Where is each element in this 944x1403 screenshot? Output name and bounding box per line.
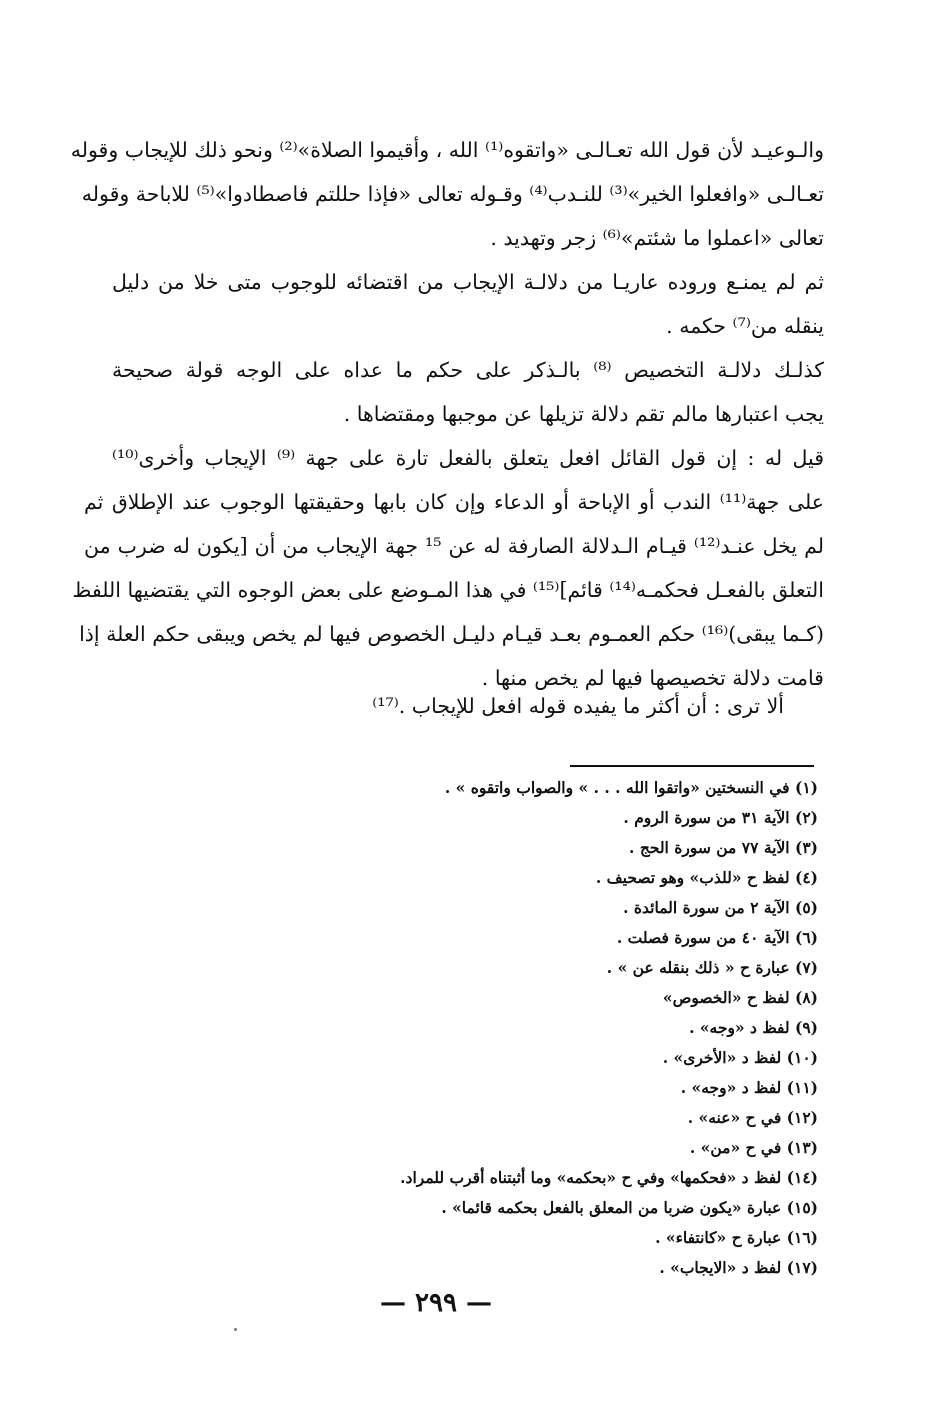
footnote: (١٥) عبارة «يكون ضربا من المعلق بالفعل بحكمه قائما» .: [441, 1198, 818, 1217]
text-line: ثم لم يمنـع وروده عاريـا من دلالـة الإيجاب من اقتضائه للوجوب متى خلا من دليل: [112, 270, 824, 294]
footnote: (٦) الآية ٤٠ من سورة فصلت .: [616, 928, 818, 947]
text-line: لم يخل عنـد⁽¹²⁾ قيـام الـدلالة الصارفة له عن ¹⁵ جهة الإيجاب من أن [يكون له ضرب من: [84, 534, 824, 558]
footnote-separator: [570, 765, 814, 767]
footnote: (١٢) في ح «عنه» .: [687, 1108, 818, 1127]
text-line: قيل له : إن قول القائل افعل يتعلق بالفعل تارة على جهة ⁽⁹⁾ الإيجاب وأخرى⁽¹⁰⁾: [112, 446, 824, 470]
footnote: (١٠) لفظ د «الأخرى» .: [662, 1048, 818, 1067]
text-line: التعلق بالفعـل فحكمـه⁽¹⁴⁾ قائم]⁽¹⁵⁾ في هذا المـوضع على بعض الوجوه التي يقتضيها اللفظ: [72, 578, 824, 602]
text-line: يجب اعتبارها مالم تقم دلالة تزيلها عن موجبها ومقتضاها .: [343, 402, 824, 426]
footnote: (١٤) لفظ د «فحكمها» وفي ح «بحكمه» وما أثبتناه أقرب للمراد.: [400, 1168, 818, 1187]
footnote: (١٣) في ح «من» .: [689, 1138, 818, 1157]
footnote: (٢) الآية ٣١ من سورة الروم .: [623, 808, 818, 827]
footnote: (١) في النسختين «واتقوا الله . . . » والصواب واتقوه » .: [444, 778, 818, 797]
footnote: (٤) لفظ ح «للذب» وهو تصحيف .: [595, 868, 818, 887]
text-line: كذلـك دلالـة التخصيص ⁽⁸⁾ بالـذكر على حكم ما عداه على الوجه قولة صحيحة: [112, 358, 825, 382]
footnote: (٩) لفظ د «وجه» .: [689, 1018, 818, 1037]
footnote: (٣) الآية ٧٧ من سورة الحج .: [629, 838, 818, 857]
footnote: (١١) لفظ د «وجه» .: [680, 1078, 818, 1097]
text-line: تعـالـى «وافعلوا الخير»⁽³⁾ للنـدب⁽⁴⁾ وقـوله تعالى «فإذا حللتم فاصطادوا»⁽⁵⁾ للاباحة وقوله: [81, 182, 824, 206]
footnote: (٨) لفظ ح «الخصوص»: [662, 988, 818, 1007]
footnote: (٧) عبارة ح « ذلك بنقله عن » .: [606, 958, 818, 977]
footnote: (١٦) عبارة ح «كانتفاء» .: [655, 1228, 818, 1247]
text-line: قامت دلالة تخصيصها فيها لم يخص منها .: [481, 666, 824, 690]
page-number: — ٢٩٩ —: [379, 1288, 493, 1318]
text-line: (كـما يبقى)⁽¹⁶⁾ حكم العمـوم بعـد قيـام دليـل الخصوص فيها لم يخص ويبقى حكم العلة إذا: [79, 622, 824, 646]
footnote: (٥) الآية ٢ من سورة المائدة .: [623, 898, 818, 917]
text-line: تعالى «اعملوا ما شئتم»⁽⁶⁾ زجر وتهديد .: [490, 226, 824, 250]
text-line: ينقله من⁽⁷⁾ حكمه .: [666, 314, 824, 338]
text-line: على جهة⁽¹¹⁾ الندب أو الإباحة أو الدعاء وإن كان بابها وحقيقتها الوجوب عند الإطلاق ثم: [84, 490, 824, 514]
text-line: ألا ترى : أن أكثر ما يفيده قوله افعل للإيجاب .⁽¹⁷⁾: [372, 694, 784, 718]
footnote: (١٧) لفظ د «الايجاب» .: [659, 1258, 818, 1277]
text-line: والـوعيـد لأن قول الله تعـالـى «واتقوه⁽¹⁾ الله ، وأقيموا الصلاة»⁽²⁾ ونحو ذلك للإيجاب وقوله: [70, 138, 824, 162]
scan-speck: [234, 1328, 237, 1331]
